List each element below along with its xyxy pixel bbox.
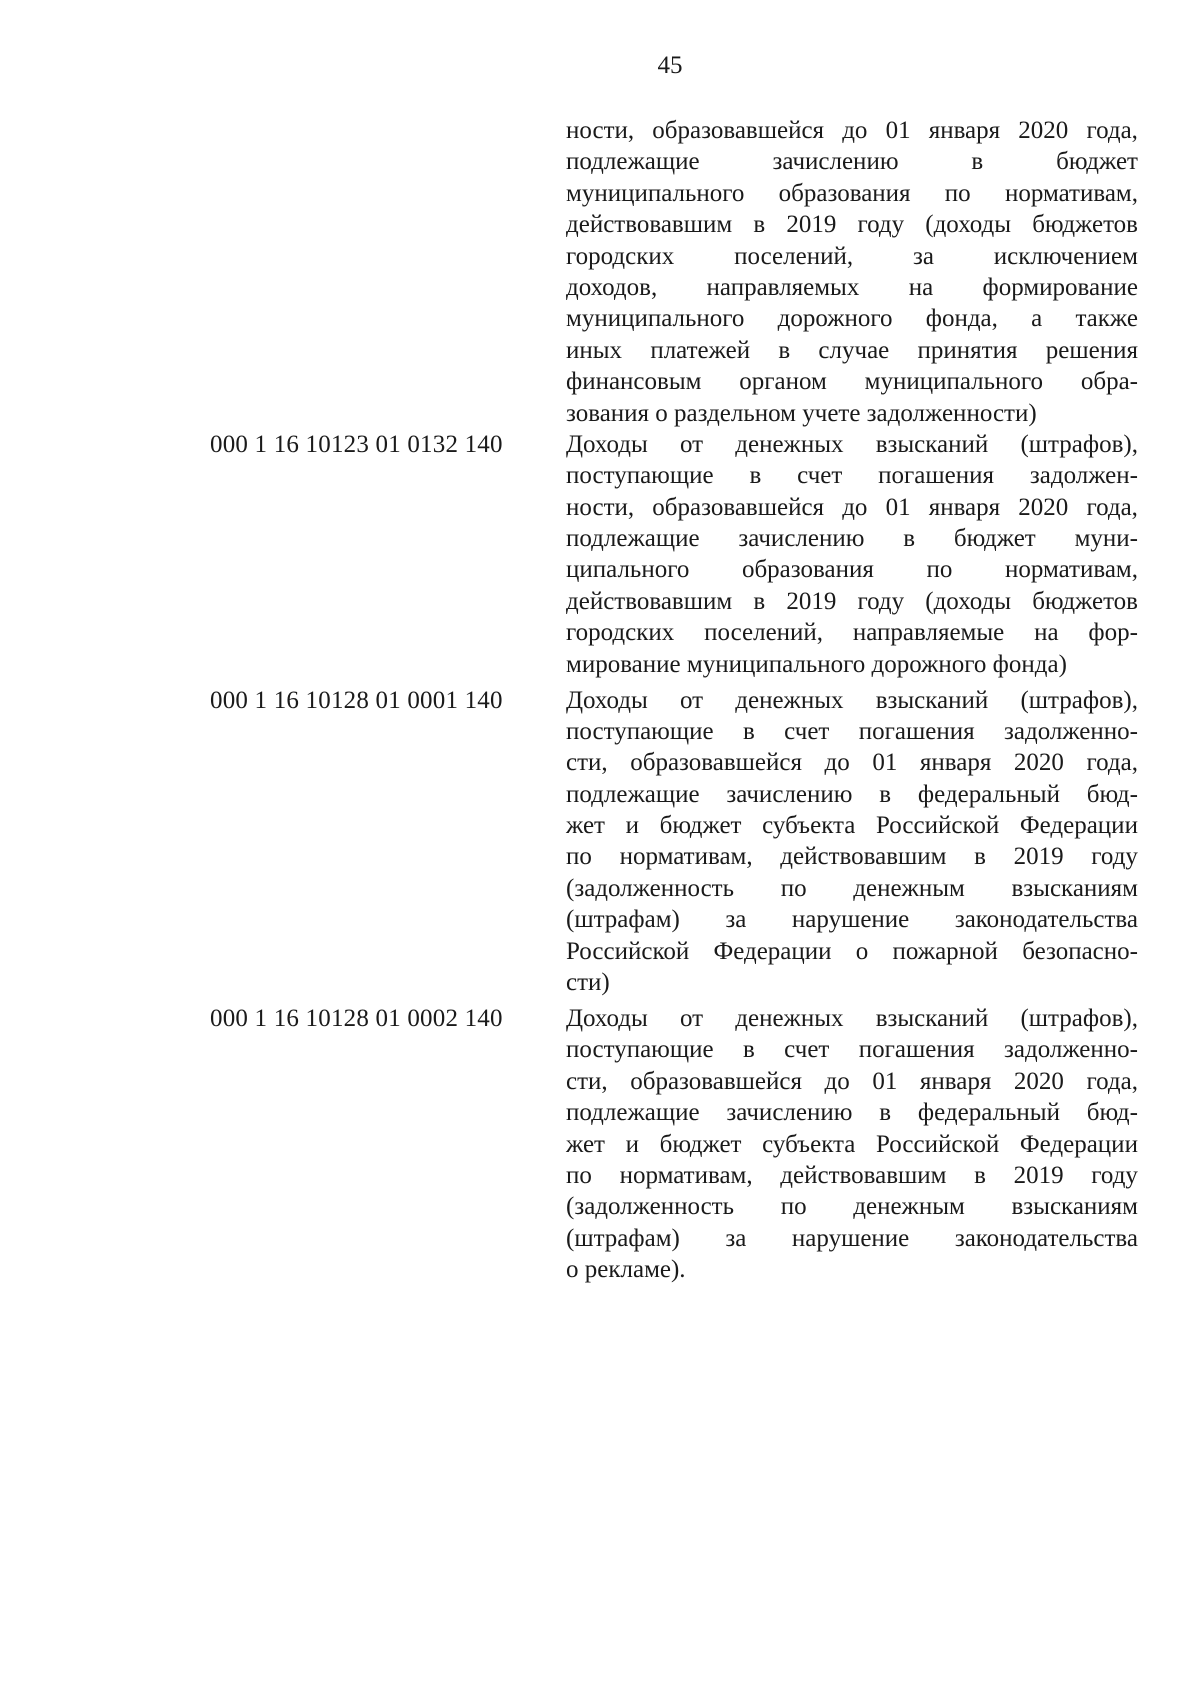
entries-list	[0, 429, 1200, 1286]
text-line: (задолженность по денежным взысканиям	[566, 874, 1138, 902]
text-line: Российской Федерации о пожарной безопасно-	[566, 937, 1138, 965]
text-line: поступающие в счет погашения задолженно-	[566, 717, 1138, 745]
text-line: ности, образовавшейся до 01 января 2020 года,	[566, 493, 1138, 521]
table-row	[0, 429, 1200, 680]
text-line: ципального образования по нормативам,	[566, 556, 1138, 584]
text-line: Доходы от денежных взысканий (штрафов),	[566, 686, 1138, 714]
text-line: городских поселений, направляемые на фор-	[566, 619, 1138, 647]
continuation-entry	[0, 115, 1200, 429]
text-line: иных платежей в случае принятия решения	[566, 336, 1138, 364]
text-line: о рекламе).	[566, 1256, 686, 1284]
text-line: подлежащие зачислению в бюджет муни-	[566, 525, 1138, 553]
text-line: финансовым органом муниципального обра-	[566, 368, 1138, 396]
text-line: муниципального дорожного фонда, а также	[566, 305, 1138, 333]
budget-classification-code: 000 1 16 10128 01 0001 140	[210, 686, 503, 714]
text-line: (штрафам) за нарушение законодательства	[566, 1224, 1138, 1252]
table-row	[0, 1003, 1200, 1286]
text-line: (штрафам) за нарушение законодательства	[566, 906, 1138, 934]
text-line: подлежащие зачислению в федеральный бюд-	[566, 780, 1138, 808]
text-line: поступающие в счет погашения задолжен-	[566, 462, 1138, 490]
entry-description	[566, 115, 1138, 429]
text-line: жет и бюджет субъекта Российской Федерации	[566, 1130, 1138, 1158]
budget-classification-code: 000 1 16 10123 01 0132 140	[210, 430, 503, 458]
text-line: по нормативам, действовавшим в 2019 году	[566, 1161, 1138, 1189]
text-line: доходов, направляемых на формирование	[566, 273, 1138, 301]
text-line: подлежащие зачислению в бюджет	[566, 148, 1138, 176]
entry-description	[566, 685, 1138, 999]
text-line: действовавшим в 2019 году (доходы бюджетов	[566, 587, 1138, 615]
text-line: Доходы от денежных взысканий (штрафов),	[566, 430, 1138, 458]
text-line: жет и бюджет субъекта Российской Федерации	[566, 812, 1138, 840]
text-line: подлежащие зачислению в федеральный бюд-	[566, 1099, 1138, 1127]
text-line: муниципального образования по нормативам,	[566, 179, 1138, 207]
text-line: ности, образовавшейся до 01 января 2020 года,	[566, 117, 1138, 144]
text-line: мирование муниципального дорожного фонда)	[566, 650, 1067, 678]
text-line: Доходы от денежных взысканий (штрафов),	[566, 1004, 1138, 1032]
text-line: сти, образовавшейся до 01 января 2020 года,	[566, 1067, 1138, 1095]
text-line: (задолженность по денежным взысканиям	[566, 1193, 1138, 1221]
text-line: по нормативам, действовавшим в 2019 году	[566, 843, 1138, 871]
text-line: сти)	[566, 969, 610, 997]
text-line: зования о раздельном учете задолженности)	[566, 399, 1037, 427]
text-line: сти, образовавшейся до 01 января 2020 года,	[566, 749, 1138, 777]
text-line: поступающие в счет погашения задолженно-	[566, 1036, 1138, 1064]
entry-description	[566, 1003, 1138, 1286]
entry-description	[566, 429, 1138, 680]
text-line: городских поселений, за исключением	[566, 242, 1138, 270]
budget-classification-code: 000 1 16 10128 01 0002 140	[210, 1004, 503, 1032]
page-number: 45	[657, 52, 683, 79]
table-row	[0, 685, 1200, 999]
text-line: действовавшим в 2019 году (доходы бюджетов	[566, 211, 1138, 239]
document-body	[0, 115, 1200, 1285]
